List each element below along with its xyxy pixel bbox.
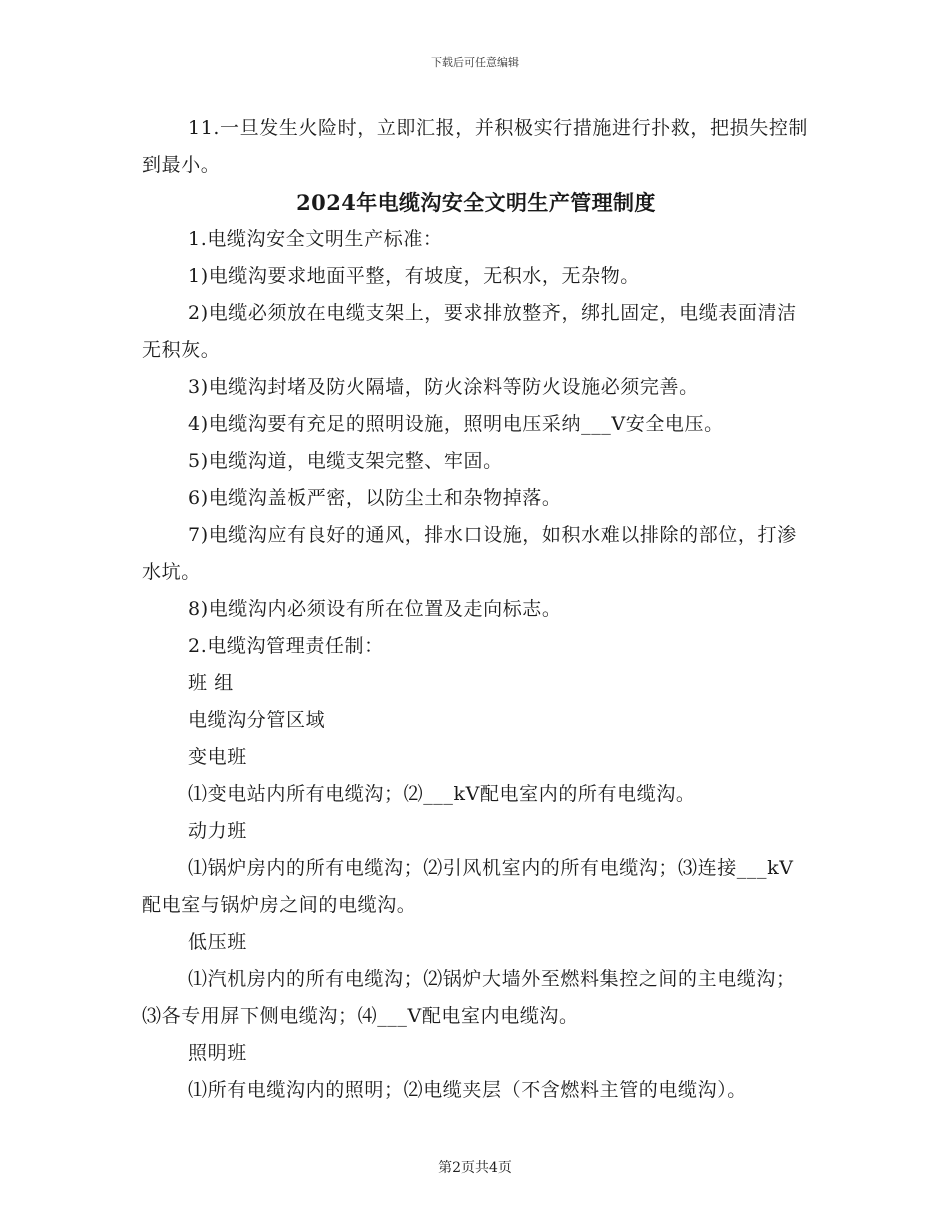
document-body [142,110,810,1109]
page-number: 第2页共4页 [438,1160,512,1176]
label-team: 班 组 [188,672,234,694]
paragraph-standard-1: 1)电缆沟要求地面平整，有坡度，无积水，无杂物。 [188,265,640,287]
paragraph-standard-5: 5)电缆沟道，电缆支架完整、牢固。 [188,450,503,472]
team-power: 动力班 [188,820,247,842]
area-low-voltage: ⑴汽机房内的所有电缆沟；⑵锅炉大墙外至燃料集控之间的主电缆沟；⑶各专用屏下侧电缆沟；⑷___V配电室内电缆沟。 [142,968,796,1027]
page-header-note: 下载后可任意编辑 [431,56,519,69]
document-title: 2024年电缆沟安全文明生产管理制度 [296,190,656,215]
paragraph-standard-2: 2)电缆必须放在电缆支架上，要求排放整齐，绑扎固定，电缆表面清洁无积灰。 [142,302,797,361]
paragraph-responsibility-heading: 2.电缆沟管理责任制： [188,635,384,657]
label-area: 电缆沟分管区域 [188,709,326,731]
paragraph-standard-4: 4)电缆沟要有充足的照明设施，照明电压采纳___V安全电压。 [188,413,724,435]
intro-paragraph: 11.一旦发生火险时，立即汇报，并积极实行措施进行扑救，把损失控制到最小。 [142,117,809,176]
team-lighting: 照明班 [188,1042,247,1064]
team-substation: 变电班 [188,746,247,768]
area-lighting: ⑴所有电缆沟内的照明；⑵电缆夹层（不含燃料主管的电缆沟）。 [188,1079,747,1101]
paragraph-standard-6: 6)电缆沟盖板严密，以防尘土和杂物掉落。 [188,487,562,509]
paragraph-standard-heading: 1.电缆沟安全文明生产标准： [188,228,443,250]
team-low-voltage: 低压班 [188,931,247,953]
area-substation: ⑴变电站内所有电缆沟；⑵___kV配电室内的所有电缆沟。 [188,783,696,805]
paragraph-standard-8: 8)电缆沟内必须设有所在位置及走向标志。 [188,598,562,620]
paragraph-standard-3: 3)电缆沟封堵及防火隔墙，防火涂料等防火设施必须完善。 [188,376,699,398]
area-power: ⑴锅炉房内的所有电缆沟；⑵引风机室内的所有电缆沟；⑶连接___kV配电室与锅炉房之间的电缆沟。 [142,857,794,916]
paragraph-standard-7: 7)电缆沟应有良好的通风，排水口设施，如积水难以排除的部位，打渗水坑。 [142,524,797,583]
